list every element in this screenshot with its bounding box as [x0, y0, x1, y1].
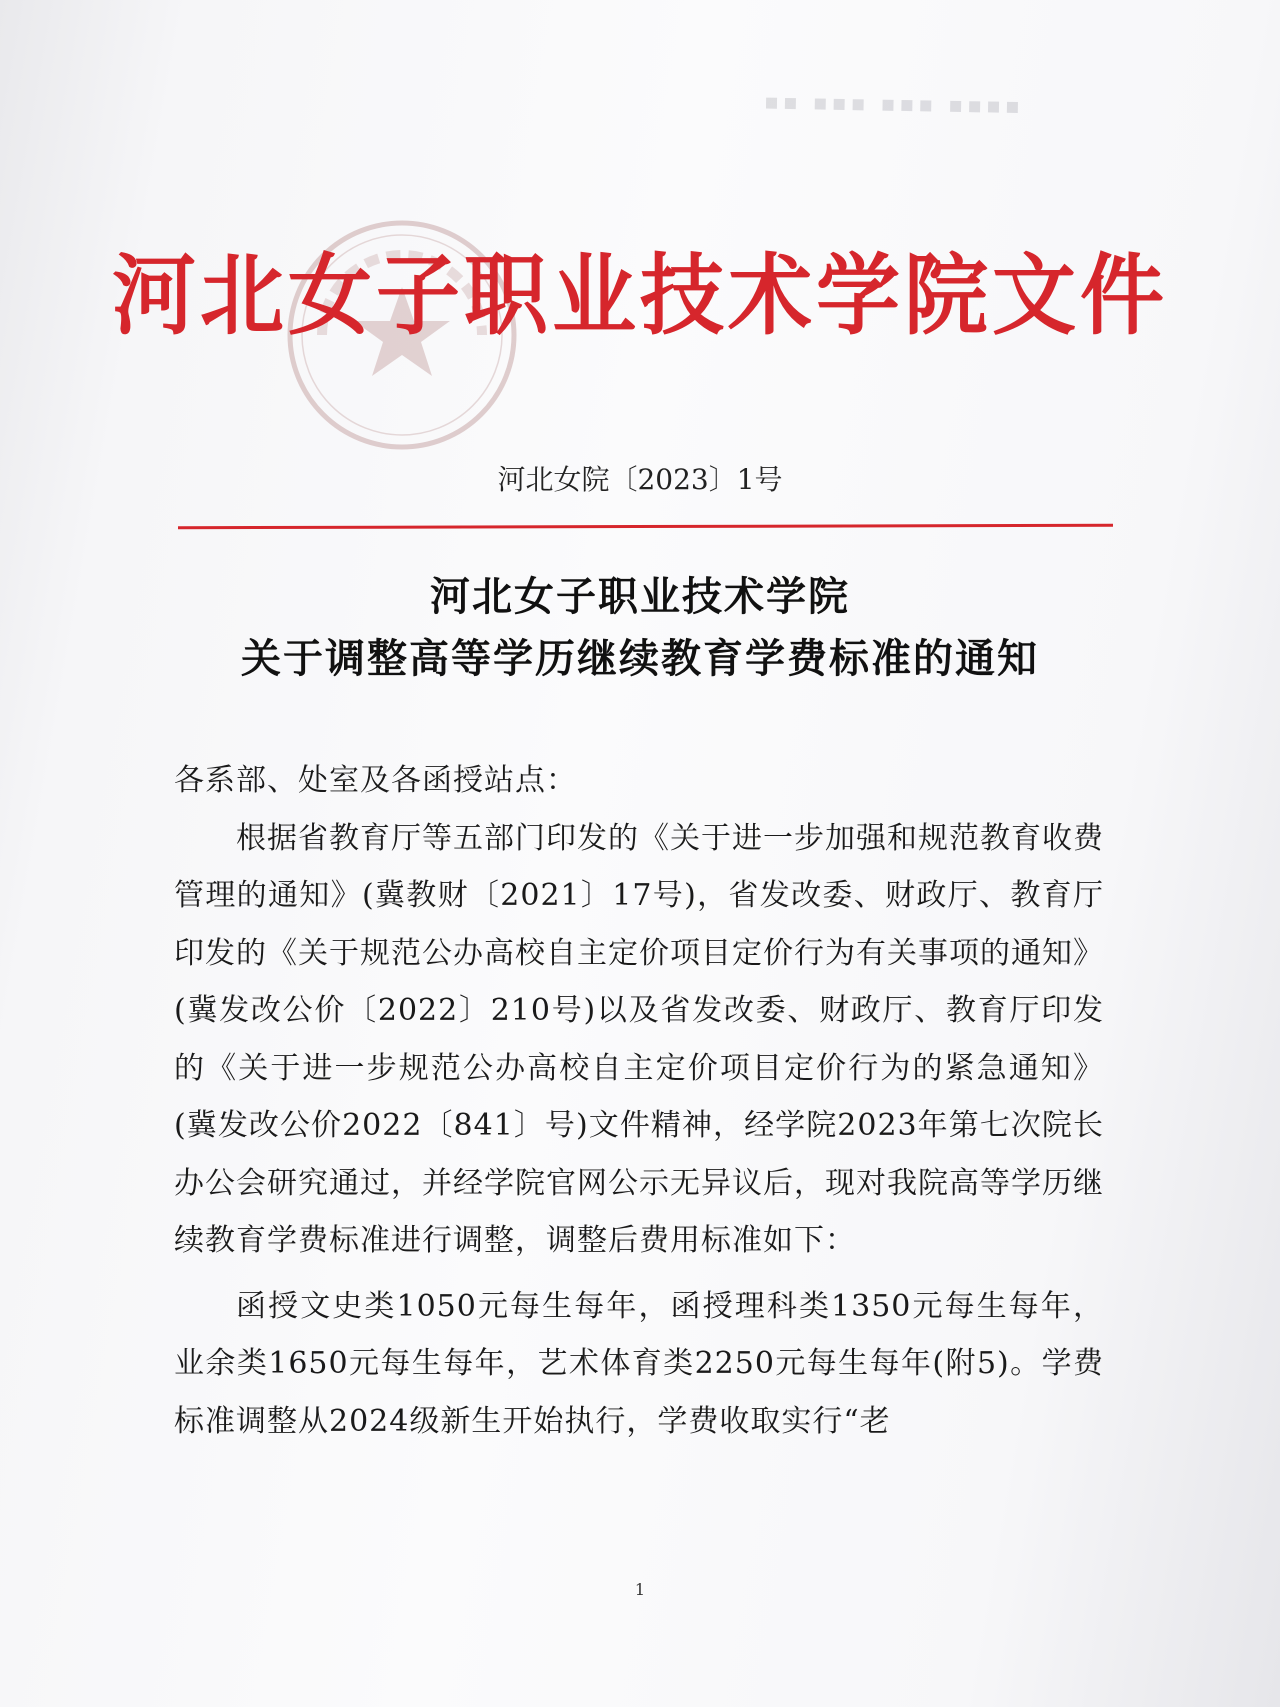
notice-title-line-1: 河北女子职业技术学院 — [430, 574, 850, 620]
notice-title-line-2: 关于调整高等学历继续教育学费标准的通知 — [241, 636, 1039, 682]
red-divider-line — [178, 524, 1113, 529]
document-header-title: 河北女子职业技术学院文件 — [111, 242, 1168, 347]
page-number: 1 — [634, 1580, 646, 1599]
salutation: 各系部、处室及各函授站点： — [174, 763, 577, 798]
notice-body — [174, 752, 1104, 1450]
document-number: 河北女院〔2023〕1号 — [497, 463, 783, 496]
body-paragraph-1: 根据省教育厅等五部门印发的《关于进一步加强和规范教育收费管理的通知》(冀教财〔2021〕17号)，省发改委、财政厅、教育厅印发的《关于规范公办高校自主定价项目定价行为有关事项的通知》(冀发改公价〔2022〕210号)以及省发改委、财政厅、教育厅印发的《关于进一步规范公办高校自主定价项目定价行为的紧急通知》(冀发改公价2022〔841〕号)文件精神，经学院2023年第七次院长办公会研究通过，并经学院官网公示无异议后，现对我院高等学历继续教育学费标准进行调整，调整后费用标准如下： — [174, 820, 1104, 1258]
reverse-side-bleed: ▪▪▪▪ ▪▪▪ ▪▪▪ ▪▪ — [759, 89, 1021, 120]
body-paragraph-2: 函授文史类1050元每生每年，函授理科类1350元每生每年，业余类1650元每生每年，艺术体育类2250元每生每年(附5)。学费标准调整从2024级新生开始执行，学费收取实行“老 — [174, 1288, 1104, 1439]
